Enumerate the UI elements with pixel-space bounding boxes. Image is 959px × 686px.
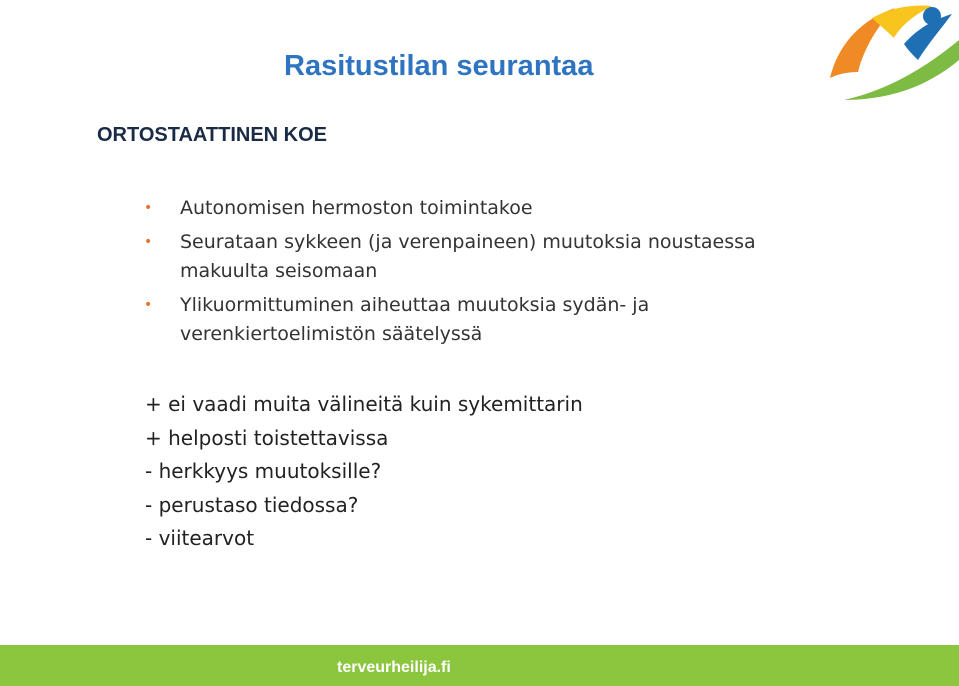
bullet-item: [140, 194, 780, 223]
footer-bar: [0, 645, 959, 686]
pros-cons-item: - herkkyys muutoksille?: [145, 459, 382, 483]
pros-cons-list: [145, 388, 583, 556]
bullet-text: Ylikuormittuminen aiheuttaa muutoksia sydän- ja verenkiertoelimistön säätelyssä: [180, 294, 650, 345]
bullet-item: [140, 291, 780, 349]
pros-cons-item: + ei vaadi muita välineitä kuin sykemittarin: [145, 392, 583, 416]
pros-cons-item: + helposti toistettavissa: [145, 425, 389, 450]
bullet-text: Seurataan sykkeen (ja verenpaineen) muutoksia noustaessa makuulta seisomaan: [180, 231, 756, 282]
footer-website: terveurheilija.fi: [337, 659, 451, 676]
bullet-item: [140, 228, 780, 286]
bullet-list: [140, 194, 780, 354]
terveurheilija-logo-icon: [820, 0, 959, 105]
pros-cons-item: - perustaso tiedossa?: [145, 492, 359, 517]
bullet-dot-icon: •: [144, 200, 153, 216]
bullet-text: Autonomisen hermoston toimintakoe: [180, 197, 533, 219]
pros-cons-item: - viitearvot: [145, 526, 255, 550]
slide-title: Rasitustilan seurantaa: [284, 50, 594, 82]
bullet-dot-icon: •: [144, 234, 153, 250]
slide-subtitle: ORTOSTAATTINEN KOE: [97, 124, 327, 146]
bullet-dot-icon: •: [144, 297, 153, 313]
